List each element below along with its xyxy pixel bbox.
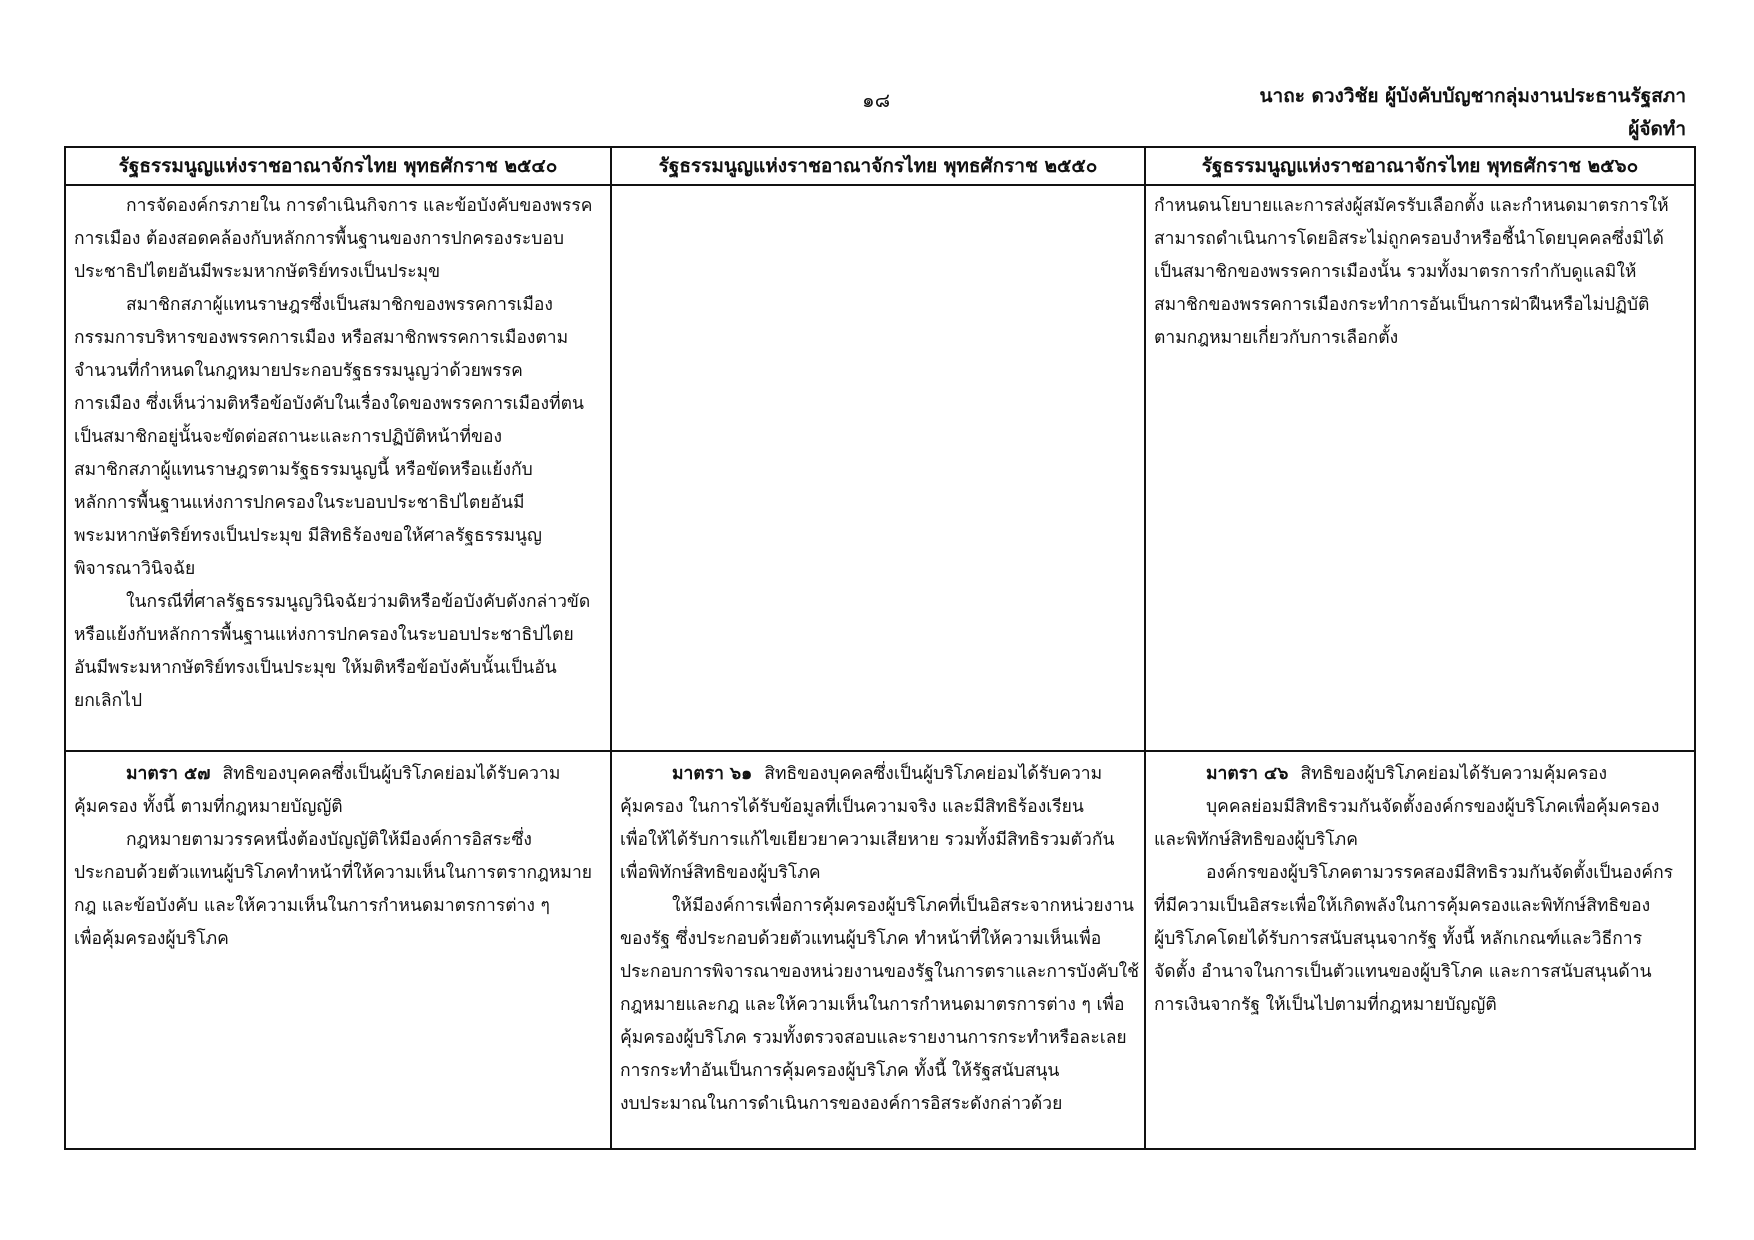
paragraph [1154,791,1686,857]
text-line [74,586,602,619]
text-line [74,923,602,956]
line-text: เป็นสมาชิกของพรรคการเมืองนั้น รวมทั้งมาตรการกำกับดูแลมิให้ [1154,262,1637,282]
text-line [620,956,1140,989]
section-number: มาตรา ๖๑ [672,764,753,784]
table-cell [611,751,1145,1149]
text-line [74,857,602,890]
line-text: ผู้บริโภคโดยได้รับการสนับสนุนจากรัฐ ทั้งนี้ หลักเกณฑ์และวิธีการ [1154,929,1643,949]
column-header-2540: รัฐธรรมนูญแห่งราชอาณาจักรไทย พุทธศักราช ๒๕๔๐ [65,147,611,185]
line-text: กรรมการบริหารของพรรคการเมือง หรือสมาชิกพรรคการเมืองตาม [74,328,569,348]
text-line [74,421,602,454]
line-text: การกระทำอันเป็นการคุ้มครองผู้บริโภค ทั้งนี้ ให้รัฐสนับสนุน [620,1061,1060,1081]
line-text: สิทธิของบุคคลซึ่งเป็นผู้บริโภคย่อมได้รับความ [222,764,561,784]
line-text: ประกอบการพิจารณาของหน่วยงานของรัฐในการตราและการบังคับใช้ [620,962,1140,982]
section-number: มาตรา ๔๖ [1206,764,1289,784]
line-text: การเมือง ต้องสอดคล้องกับหลักการพื้นฐานของการปกครองระบอบ [74,229,564,249]
paragraph [620,758,1136,890]
text-line [74,256,602,289]
author-block [1260,80,1686,146]
paragraph [620,890,1140,1121]
column-header-2560: รัฐธรรมนูญแห่งราชอาณาจักรไทย พุทธศักราช ๒๕๖๐ [1145,147,1695,185]
text-line [1154,857,1686,890]
text-line [74,890,602,923]
text-line [74,223,602,256]
text-line [1154,791,1686,824]
line-text: พระมหากษัตริย์ทรงเป็นประมุข มีสิทธิร้องขอให้ศาลรัฐธรรมนูญ [74,526,542,546]
line-text: เป็นสมาชิกอยู่นั้นจะขัดต่อสถานะและการปฏิบัติหน้าที่ของ [74,427,503,447]
line-text: เพื่อคุ้มครองผู้บริโภค [74,929,229,949]
line-text: หลักการพื้นฐานแห่งการปกครองในระบอบประชาธิปไตยอันมี [74,493,525,513]
line-text: ของรัฐ ซึ่งประกอบด้วยตัวแทนผู้บริโภค ทำหน้าที่ให้ความเห็นเพื่อ [620,929,1102,949]
text-line [620,989,1136,1022]
text-line [74,652,602,685]
text-line [74,553,602,586]
author-role: ผู้จัดทำ [1628,118,1686,140]
line-text: ประกอบด้วยตัวแทนผู้บริโภคทำหน้าที่ให้ความเห็นในการตรากฎหมาย [74,863,593,883]
line-text: ยกเลิกไป [74,691,143,711]
text-line [620,1088,1136,1121]
paragraph [74,190,602,289]
text-line [1154,289,1686,322]
line-text: เพื่อให้ได้รับการแก้ไขเยียวยาความเสียหาย รวมทั้งมีสิทธิรวมตัวกัน [620,830,1115,850]
line-text: กฎหมายและกฎ และให้ความเห็นในการกำหนดมาตรการต่าง ๆ เพื่อ [620,995,1125,1015]
line-text: คุ้มครอง ทั้งนี้ ตามที่กฎหมายบัญญัติ [74,797,343,817]
header-row [65,147,1695,185]
text-line [74,685,602,718]
line-text: สามารถดำเนินการโดยอิสระไม่ถูกครอบงำหรือชี้นำโดยบุคคลซึ่งมิได้ [1154,229,1664,249]
paragraph [1154,190,1686,355]
paragraph [74,824,602,956]
table-row [65,751,1695,1149]
text-line [1154,190,1686,223]
text-line [1154,824,1686,857]
text-line [1154,223,1686,256]
section-number: มาตรา ๕๗ [126,764,211,784]
table-cell [1145,185,1695,751]
author-line: นาถะ ดวงวิชัย ผู้บังคับบัญชากลุ่มงานประธานรัฐสภา [1259,85,1686,107]
text-line [1154,890,1686,923]
text-line [620,857,1136,890]
line-text: ประชาธิปไตยอันมีพระมหากษัตริย์ทรงเป็นประมุข [74,262,441,282]
paragraph [74,289,602,586]
line-text: กำหนดนโยบายและการส่งผู้สมัครรับเลือกตั้ง และกำหนดมาตรการให้ [1154,196,1669,216]
line-text: การเมือง ซึ่งเห็นว่ามติหรือข้อบังคับในเรื่องใดของพรรคการเมืองที่ตน [74,394,584,414]
line-text: สิทธิของบุคคลซึ่งเป็นผู้บริโภคย่อมได้รับความ [764,764,1103,784]
paragraph [1154,758,1686,791]
line-text: สมาชิกสภาผู้แทนราษฎรตามรัฐธรรมนูญนี้ หรือขัดหรือแย้งกับ [74,460,533,480]
text-line [74,322,602,355]
line-text: ในกรณีที่ศาลรัฐธรรมนูญวินิจฉัยว่ามติหรือข้อบังคับดังกล่าวขัด [126,592,591,612]
line-text: จัดตั้ง อำนาจในการเป็นตัวแทนของผู้บริโภค และการสนับสนุนด้าน [1154,962,1652,982]
line-text: อันมีพระมหากษัตริย์ทรงเป็นประมุข ให้มติหรือข้อบังคับนั้นเป็นอัน [74,658,557,678]
text-line [74,355,602,388]
text-line [620,1055,1136,1088]
text-line [74,791,602,824]
line-text: การจัดองค์กรภายใน การดำเนินกิจการ และข้อบังคับของพรรค [126,196,593,216]
text-line [74,824,602,857]
line-text: บุคคลย่อมมีสิทธิรวมกันจัดตั้งองค์กรของผู้บริโภคเพื่อคุ้มครอง [1206,797,1660,817]
line-text: สิทธิของผู้บริโภคย่อมได้รับความคุ้มครอง [1300,764,1607,784]
text-line [1154,322,1686,355]
text-line [74,619,602,652]
line-text: เพื่อพิทักษ์สิทธิของผู้บริโภค [620,863,821,883]
line-text: พิจารณาวินิจฉัย [74,559,196,579]
line-text: หรือแย้งกับหลักการพื้นฐานแห่งการปกครองในระบอบประชาธิปไตย [74,625,574,645]
line-text: การเงินจากรัฐ ให้เป็นไปตามที่กฎหมายบัญญัติ [1154,995,1497,1015]
line-text: และพิทักษ์สิทธิของผู้บริโภค [1154,830,1358,850]
table-cell [65,751,611,1149]
text-line [74,487,602,520]
table-cell [1145,751,1695,1149]
column-header-2550: รัฐธรรมนูญแห่งราชอาณาจักรไทย พุทธศักราช ๒๕๕๐ [611,147,1145,185]
text-line [74,190,602,223]
text-line [1154,989,1686,1022]
line-text: กฎหมายตามวรรคหนึ่งต้องบัญญัติให้มีองค์การอิสระซึ่ง [126,830,532,850]
text-line [1154,923,1686,956]
text-line [620,1022,1136,1055]
line-text: ที่มีความเป็นอิสระเพื่อให้เกิดพลังในการคุ้มครองและพิทักษ์สิทธิของ [1154,896,1651,916]
line-text: กฎ และข้อบังคับ และให้ความเห็นในการกำหนดมาตรการต่าง ๆ [74,896,550,916]
text-line [620,791,1136,824]
paragraph [74,586,602,718]
comparison-table [64,146,1696,1150]
text-line [74,388,602,421]
table-cell [611,185,1145,751]
table-row [65,185,1695,751]
line-text: ตามกฎหมายเกี่ยวกับการเลือกตั้ง [1154,328,1399,348]
text-line [74,520,602,553]
text-line [1154,256,1686,289]
text-line [74,454,602,487]
table-cell [65,185,611,751]
paragraph [74,758,602,824]
line-text: คุ้มครอง ในการได้รับข้อมูลที่เป็นความจริง และมีสิทธิร้องเรียน [620,797,1084,817]
line-text: คุ้มครองผู้บริโภค รวมทั้งตรวจสอบและรายงานการกระทำหรือละเลย [620,1028,1127,1048]
text-line [620,824,1136,857]
line-text: สมาชิกของพรรคการเมืองกระทำการอันเป็นการฝ่าฝืนหรือไม่ปฏิบัติ [1154,295,1650,315]
line-text: ให้มีองค์การเพื่อการคุ้มครองผู้บริโภคที่เป็นอิสระจากหน่วยงาน [672,896,1135,916]
line-text: องค์กรของผู้บริโภคตามวรรคสองมีสิทธิรวมกันจัดตั้งเป็นองค์กร [1206,863,1674,883]
line-text: งบประมาณในการดำเนินการขององค์การอิสระดังกล่าวด้วย [620,1094,1063,1114]
text-line [74,289,602,322]
text-line [74,758,602,791]
paragraph [1154,857,1686,1022]
page-number: ๑๘ [862,88,891,112]
text-line [620,758,1136,791]
line-text: จำนวนที่กำหนดในกฎหมายประกอบรัฐธรรมนูญว่าด้วยพรรค [74,361,523,381]
text-line [620,923,1136,956]
text-line [1154,758,1686,791]
line-text: สมาชิกสภาผู้แทนราษฎรซึ่งเป็นสมาชิกของพรรคการเมือง [126,295,553,315]
text-line [620,890,1136,923]
text-line [1154,956,1686,989]
